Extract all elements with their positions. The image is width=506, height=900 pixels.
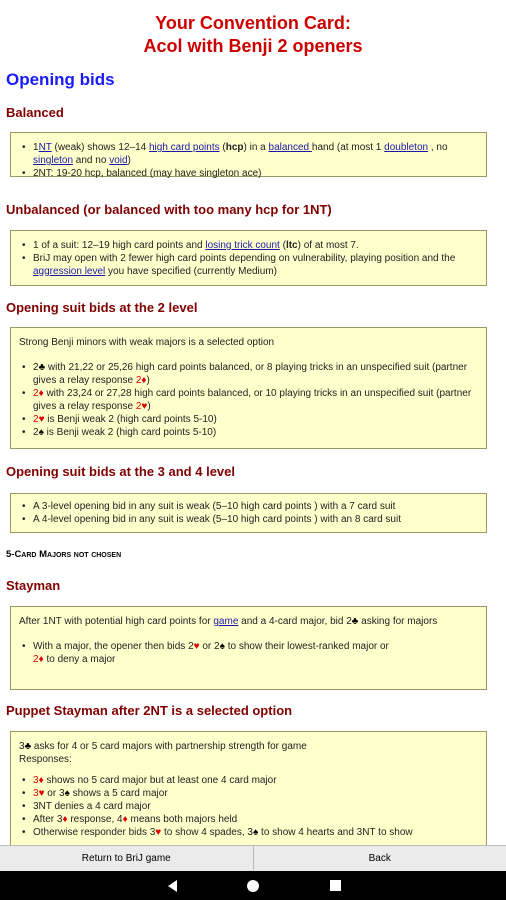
doubleton-link[interactable]: doubleton: [384, 142, 429, 153]
game-link[interactable]: game: [213, 616, 239, 627]
balanced-box: [10, 132, 487, 177]
system-navigation-bar: [0, 871, 506, 900]
list-item: • 2♠ is Benji weak 2 (high card points 5-10): [19, 426, 478, 439]
void-link[interactable]: void: [109, 155, 128, 166]
list-item: • BriJ may open with 2 fewer high card points depending on vulnerability, playing position and the aggression level you have specified (currently Medium): [19, 252, 478, 278]
singleton-link[interactable]: singleton: [33, 155, 74, 166]
list-item: • A 3-level opening bid in any suit is weak (5–10 high card points ) with a 7 card suit: [19, 500, 478, 513]
hearts-icon: ♥: [193, 641, 200, 652]
nt-link[interactable]: NT: [38, 142, 52, 153]
puppet-stayman-box: [10, 731, 487, 845]
list-item: • With a major, the opener then bids 2♥ or 2♠ to show their lowest-ranked major or 2♦ to deny a major: [19, 640, 478, 666]
list-item: • 1 of a suit: 12–19 high card points and losing trick count (ltc) of at most 7.: [19, 239, 478, 252]
recent-square-icon[interactable]: [330, 880, 341, 891]
spades-icon: ♠: [38, 427, 44, 438]
spades-icon: ♠: [252, 827, 259, 838]
back-button[interactable]: Back: [253, 845, 506, 871]
hearts-icon: ♥: [38, 414, 45, 425]
unbalanced-heading: Unbalanced (or balanced with too many hcp for 1NT): [6, 202, 332, 217]
bottom-button-bar: [0, 845, 506, 871]
diamonds-icon: ♦: [38, 775, 44, 786]
list-item: • After 3♦ response, 4♦ means both majors held: [19, 813, 478, 826]
puppet-stayman-heading: Puppet Stayman after 2NT is a selected option: [6, 703, 293, 718]
list-item: • 2♦ with 23,24 or 27,28 high card points balanced, or 10 playing tricks in an unspecified suit (partner gives a relay response 2♥): [19, 387, 478, 413]
diamonds-icon: ♦: [141, 375, 147, 386]
stayman-intro: After 1NT with potential high card points for game and a 4-card major, bid 2♣ asking for majors: [19, 616, 438, 627]
list-item: • A 4-level opening bid in any suit is weak (5–10 high card points ) with an 8 card suit: [19, 513, 478, 526]
hearts-icon: ♥: [141, 401, 148, 412]
balanced-link[interactable]: balanced: [268, 142, 312, 153]
three-four-level-heading: Opening suit bids at the 3 and 4 level: [6, 464, 235, 479]
list-item: • 2♥ is Benji weak 2 (high card points 5-10): [19, 413, 478, 426]
page-title-line1: Your Convention Card:: [155, 13, 351, 33]
home-circle-icon[interactable]: [247, 880, 259, 892]
balanced-heading: Balanced: [6, 105, 64, 120]
list-item: • Otherwise responder bids 3♥ to show 4 spades, 3♠ to show 4 hearts and 3NT to show: [19, 826, 478, 839]
diamonds-icon: ♦: [38, 388, 44, 399]
diamonds-icon: ♦: [38, 654, 44, 665]
responses-label: Responses:: [19, 754, 72, 765]
unbalanced-box: [10, 230, 487, 286]
clubs-icon: ♣: [24, 741, 32, 752]
aggression-level-link[interactable]: aggression level: [33, 266, 106, 277]
page-title-line2: Acol with Benji 2 openers: [143, 36, 363, 56]
losing-trick-count-link[interactable]: losing trick count: [205, 240, 280, 251]
two-level-box: [10, 327, 487, 449]
high-card-points-link[interactable]: high card points: [149, 142, 220, 153]
stayman-heading: Stayman: [6, 578, 61, 593]
puppet-intro: 3♣ asks for 4 or 5 card majors with partnership strength for game: [19, 741, 307, 752]
list-item: • 3NT denies a 4 card major: [19, 800, 478, 813]
hearts-icon: ♥: [38, 788, 45, 799]
three-four-level-box: [10, 493, 487, 533]
diamonds-icon: ♦: [122, 814, 128, 825]
list-item: • 3♥ or 3♠ shows a 5 card major: [19, 787, 478, 800]
list-item: • 3♦ shows no 5 card major but at least one 4 card major: [19, 774, 478, 787]
list-item: • 1NT (weak) shows 12–14 high card points (hcp) in a balanced hand (at most 1 doubleton , no singleton and no void): [19, 141, 478, 167]
clubs-icon: ♣: [38, 362, 46, 373]
five-card-majors-note: 5-Card Majors not chosen: [6, 549, 122, 560]
two-level-heading: Opening suit bids at the 2 level: [6, 300, 198, 315]
list-item: • 2NT: 19-20 hcp, balanced (may have singleton ace): [19, 167, 478, 180]
list-item: • 2♣ with 21,22 or 25,26 high card points balanced, or 8 playing tricks in an unspecified suit (partner gives a relay response 2♦): [19, 361, 478, 387]
back-triangle-icon[interactable]: [168, 880, 177, 892]
hearts-icon: ♥: [155, 827, 162, 838]
return-to-game-button[interactable]: Return to BriJ game: [0, 845, 253, 871]
opening-bids-heading: Opening bids: [6, 70, 115, 89]
spades-icon: ♠: [64, 788, 70, 799]
two-level-intro: Strong Benji minors with weak majors is a selected option: [19, 337, 275, 348]
stayman-box: [10, 606, 487, 690]
clubs-icon: ♣: [351, 616, 359, 627]
spades-icon: ♠: [219, 641, 225, 652]
diamonds-icon: ♦: [62, 814, 68, 825]
